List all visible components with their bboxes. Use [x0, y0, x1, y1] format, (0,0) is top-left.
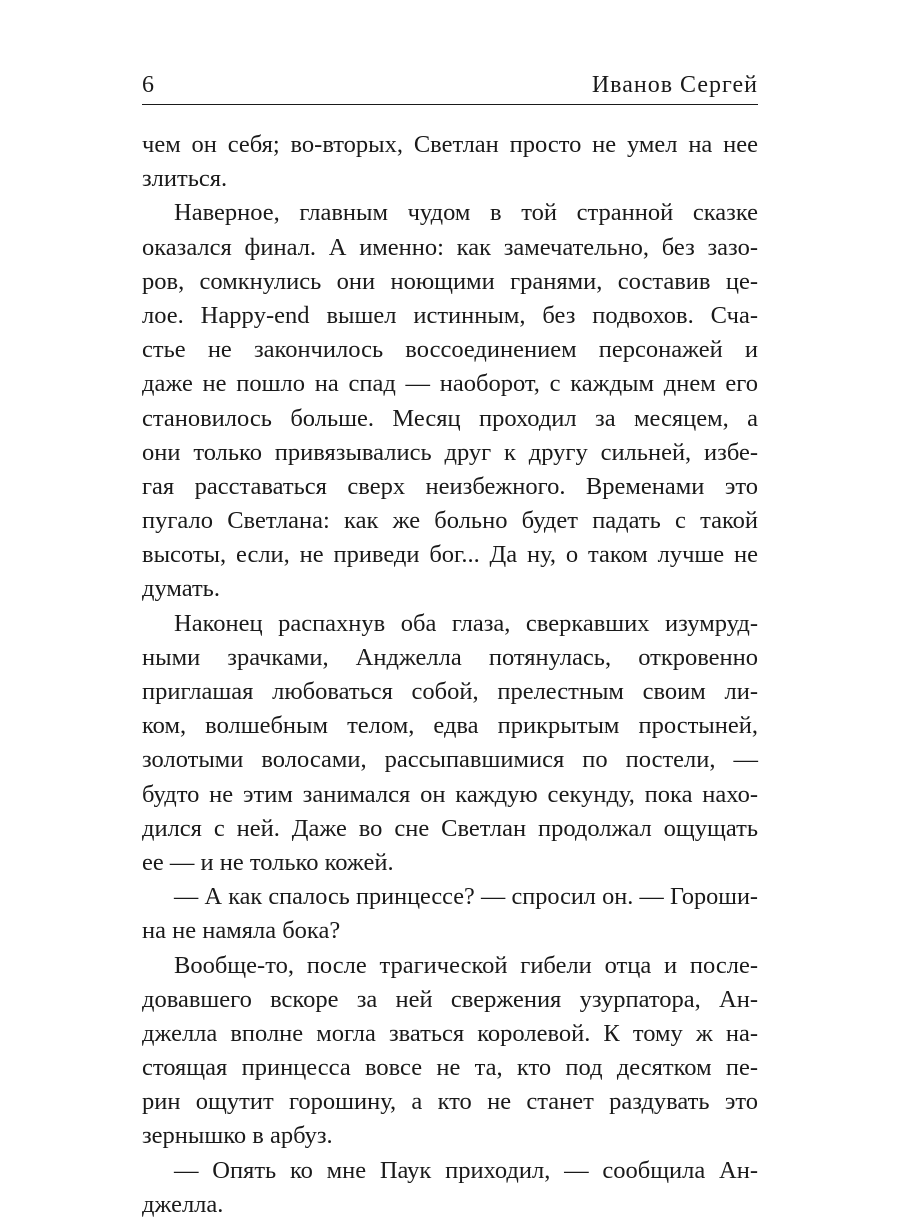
text-line: ком, волшебным телом, едва прикрытым простыней,: [142, 712, 758, 740]
text-line: стоящая принцесса вовсе не та, кто под десятком пе-: [142, 1054, 758, 1082]
page-header: [142, 70, 758, 105]
text-line: гая расставаться сверх неизбежного. Временами это: [142, 472, 758, 500]
text-line: ными зрачками, Анджелла потянулась, откровенно: [142, 643, 758, 671]
text-line: довавшего вскоре за ней свержения узурпатора, Ан-: [142, 985, 758, 1013]
text-line: золотыми волосами, рассыпавшимися по постели, —: [142, 746, 758, 774]
text-line: — А как спалось принцессе? — спросил он. — Гороши-: [174, 883, 758, 911]
text-line: — Опять ко мне Паук приходил, — сообщила Ан-: [174, 1156, 758, 1184]
text-line: ее — и не только кожей.: [142, 848, 394, 876]
page-number: 6: [142, 72, 154, 98]
text-line: становилось больше. Месяц проходил за месяцем, а: [142, 404, 758, 432]
text-line: Вообще-то, после трагической гибели отца и после-: [174, 951, 758, 979]
text-line: они только привязывались друг к другу сильней, избе-: [142, 438, 758, 466]
body-text: [142, 128, 758, 1222]
text-line: на не намяла бока?: [142, 917, 341, 945]
text-line: Наконец распахнув оба глаза, сверкавших изумруд-: [174, 609, 758, 637]
text-line: пугало Светлана: как же больно будет падать с такой: [142, 507, 758, 535]
text-line: Наверное, главным чудом в той странной сказке: [174, 199, 758, 227]
running-head-author: Иванов Сергей: [591, 72, 758, 98]
text-line: зернышко в арбуз.: [142, 1122, 333, 1150]
text-line: дился с ней. Даже во сне Светлан продолжал ощущать: [142, 814, 758, 842]
text-line: чем он себя; во-вторых, Светлан просто не умел на нее: [142, 131, 758, 158]
text-line: высоты, если, не приведи бог... Да ну, о таком лучше не: [142, 541, 758, 569]
text-line: ров, сомкнулись они ноющими гранями, составив це-: [142, 267, 758, 295]
text-line: стье не закончилось воссоединением персонажей и: [142, 336, 758, 364]
text-line: будто не этим занимался он каждую секунду, пока нахо-: [142, 780, 758, 808]
text-line: джелла вполне могла зваться королевой. К тому ж на-: [142, 1019, 758, 1047]
text-line: лое. Happy-end вышел истинным, без подвохов. Сча-: [142, 301, 758, 329]
text-line: злиться.: [142, 165, 228, 193]
text-line: думать.: [142, 575, 220, 603]
text-line: оказался финал. А именно: как замечательно, без зазо-: [142, 233, 758, 261]
text-line: приглашая любоваться собой, прелестным своим ли-: [142, 678, 758, 705]
text-line: рин ощутит горошину, а кто не станет раздувать это: [142, 1088, 758, 1116]
text-line: джелла.: [142, 1190, 224, 1218]
text-line: даже не пошло на спад — наоборот, с каждым днем его: [142, 370, 758, 398]
